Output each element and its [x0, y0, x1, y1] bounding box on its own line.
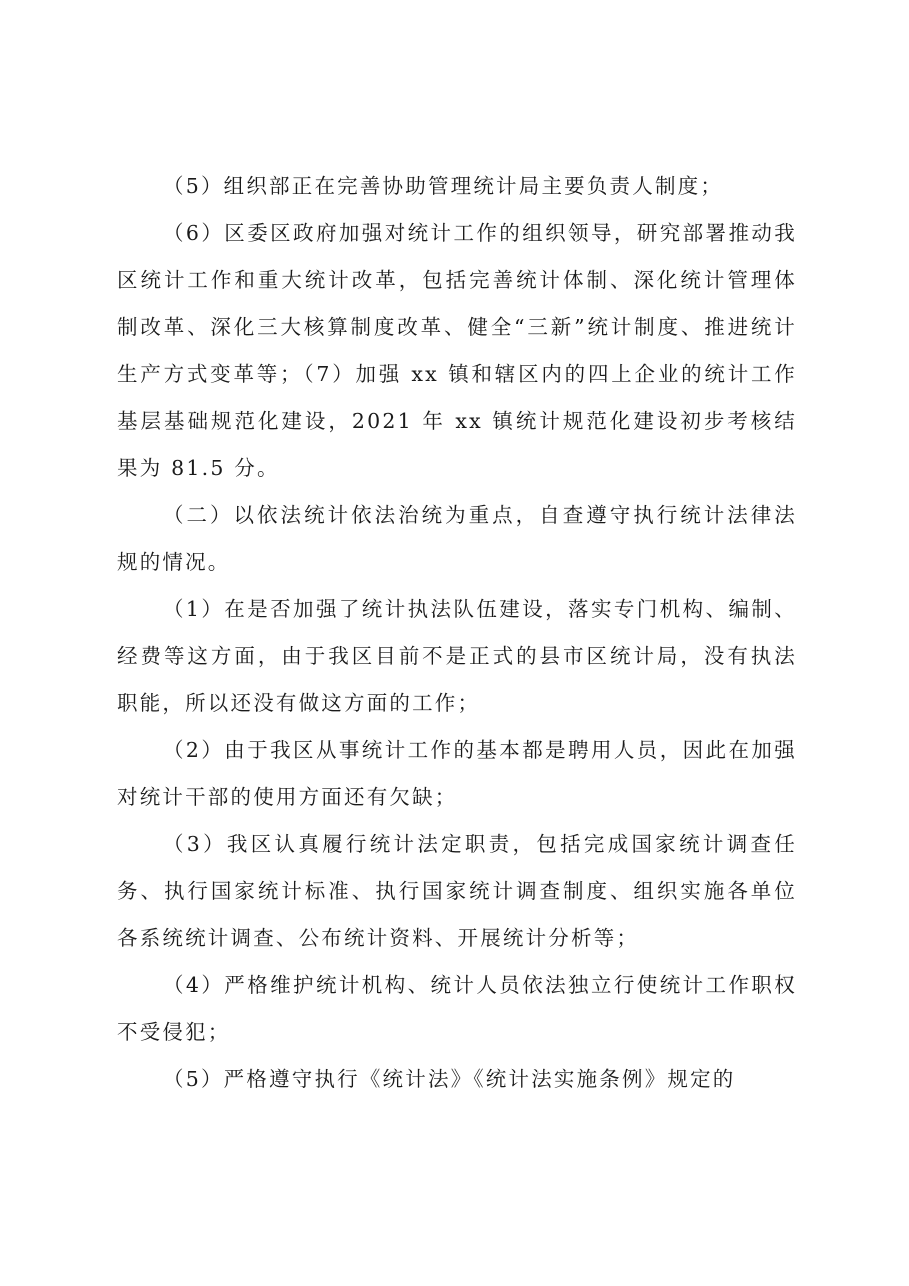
- paragraph-section-2-heading: （二）以依法统计依法治统为重点，自查遵守执行统计法律法规的情况。: [117, 503, 797, 574]
- paragraph-item-3-duties: （3）我区认真履行统计法定职责，包括完成国家统计调查任务、执行国家统计标准、执行国家统计调查制度、组织实施各单位各系统统计调查、公布统计资料、开展统计分析等；: [117, 832, 797, 950]
- paragraph-item-5-compliance: （5）严格遵守执行《统计法》《统计法实施条例》规定的: [163, 1067, 736, 1091]
- paragraph-item-2-staffing: （2）由于我区从事统计工作的基本都是聘用人员，因此在加强对统计干部的使用方面还有欠缺；: [117, 738, 797, 809]
- paragraph-item-5-org-dept: （5）组织部正在完善协助管理统计局主要负责人制度；: [163, 174, 724, 198]
- document-body: [117, 163, 797, 1103]
- paragraph-item-1-enforcement: （1）在是否加强了统计执法队伍建设，落实专门机构、编制、经费等这方面，由于我区目前不是正式的县市区统计局，没有执法职能，所以还没有做这方面的工作；: [117, 597, 797, 715]
- paragraph-item-6-7-leadership: （6）区委区政府加强对统计工作的组织领导，研究部署推动我区统计工作和重大统计改革，包括完善统计体制、深化统计管理体制改革、深化三大核算制度改革、健全“三新”统计制度、推进统计生产方式变革等；（7）加强 xx 镇和辖区内的四上企业的统计工作基层基础规范化建设，2021 年 xx 镇统计规范化建设初步考核结果为 81.5 分。: [117, 221, 797, 480]
- paragraph-item-4-independence: （4）严格维护统计机构、统计人员依法独立行使统计工作职权不受侵犯；: [117, 973, 797, 1044]
